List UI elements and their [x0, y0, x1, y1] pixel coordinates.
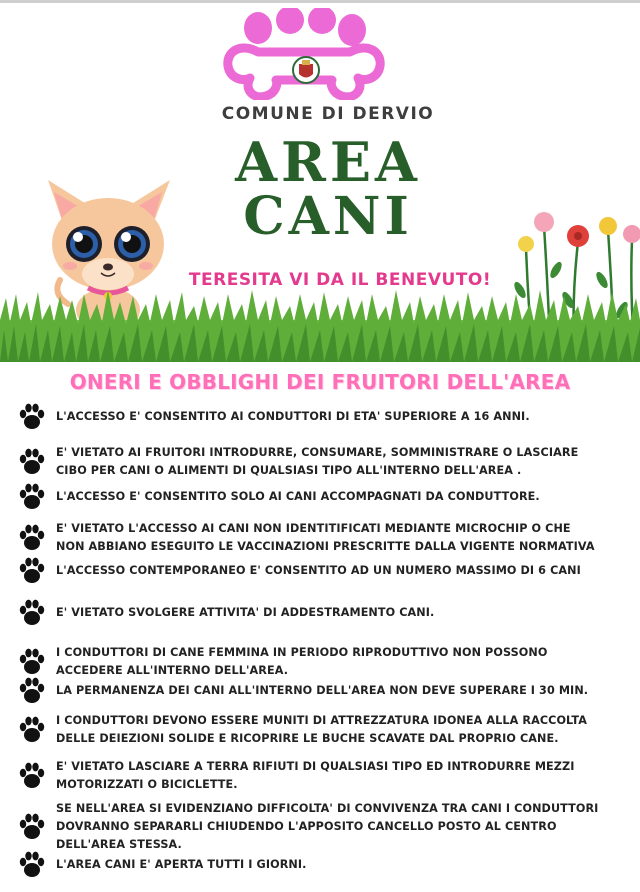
- paw-print-icon: [17, 402, 47, 432]
- rule-text: I CONDUTTORI DEVONO ESSERE MUNITI DI ATTREZZATURA IDONEA ALLA RACCOLTA DELLE DEIEZIONI SOLIDE E RICOPRIRE LE BUCHE SCAVATE DAL PROPRIO CANE.: [56, 714, 588, 745]
- grass-strip: [0, 290, 640, 362]
- paw-print-icon: [17, 676, 47, 706]
- paw-print-icon: [17, 715, 47, 745]
- rule-text: L'ACCESSO E' CONSENTITO SOLO AI CANI ACCOMPAGNATI DA CONDUTTORE.: [56, 490, 540, 503]
- rule-text: SE NELL'AREA SI EVIDENZIANO DIFFICOLTA' DI CONVIVENZA TRA CANI I CONDUTTORI DOVRANNO SEPARARLI CHIUDENDO L'APPOSITO CANCELLO POSTO AL CENTRO DELL'AREA STESSA.: [56, 802, 599, 851]
- paw-print-icon: [17, 556, 47, 586]
- paw-print-icon: [17, 447, 47, 477]
- municipality-name: COMUNE DI DERVIO: [221, 104, 435, 124]
- paw-print-icon: [17, 761, 47, 791]
- page-title-line-2: CANI: [243, 186, 413, 247]
- rule-text: L'ACCESSO CONTEMPORANEO E' CONSENTITO AD UN NUMERO MASSIMO DI 6 CANI: [56, 564, 581, 577]
- paw-print-icon: [17, 598, 47, 628]
- page-title-line-1: AREA: [235, 130, 421, 194]
- rule-text: LA PERMANENZA DEI CANI ALL'INTERNO DELL'AREA NON DEVE SUPERARE I 30 MIN.: [56, 684, 589, 697]
- paw-print-icon: [17, 812, 47, 842]
- welcome-message: TERESITA VI DA IL BENEVUTO!: [188, 270, 492, 290]
- rule-text: E' VIETATO AI FRUITORI INTRODURRE, CONSUMARE, SOMMINISTRARE O LASCIARE CIBO PER CANI O ALIMENTI DI QUALSIASI TIPO ALL'INTERNO DELL'AREA .: [56, 446, 579, 477]
- top-border: [0, 0, 640, 3]
- rule-text: L'AREA CANI E' APERTA TUTTI I GIORNI.: [56, 858, 307, 871]
- section-title: ONERI E OBBLIGHI DEI FRUITORI DELL'AREA: [69, 370, 571, 394]
- rule-text: L'ACCESSO E' CONSENTITO AI CONDUTTORI DI ETA' SUPERIORE A 16 ANNI.: [56, 410, 530, 423]
- rule-text: I CONDUTTORI DI CANE FEMMINA IN PERIODO RIPRODUTTIVO NON POSSONO ACCEDERE ALL'INTERNO DELL'AREA.: [56, 646, 548, 677]
- rule-text: E' VIETATO SVOLGERE ATTIVITA' DI ADDESTRAMENTO CANI.: [56, 606, 435, 619]
- rule-text: E' VIETATO L'ACCESSO AI CANI NON IDENTITIFICATI MEDIANTE MICROCHIP O CHE NON ABBIANO ESEGUITO LE VACCINAZIONI PRESCRITTE DALLA VIGENTE NORMATIVA: [56, 522, 595, 553]
- paw-print-icon: [17, 523, 47, 553]
- paw-print-icon: [17, 647, 47, 677]
- rule-text: E' VIETATO LASCIARE A TERRA RIFIUTI DI QUALSIASI TIPO ED INTRODURRE MEZZI MOTORIZZATI O BICICLETTE.: [56, 760, 575, 791]
- paw-print-icon: [17, 850, 47, 880]
- coat-of-arms-icon: [293, 57, 319, 83]
- paw-print-icon: [17, 482, 47, 512]
- paw-bone-logo: [218, 8, 390, 100]
